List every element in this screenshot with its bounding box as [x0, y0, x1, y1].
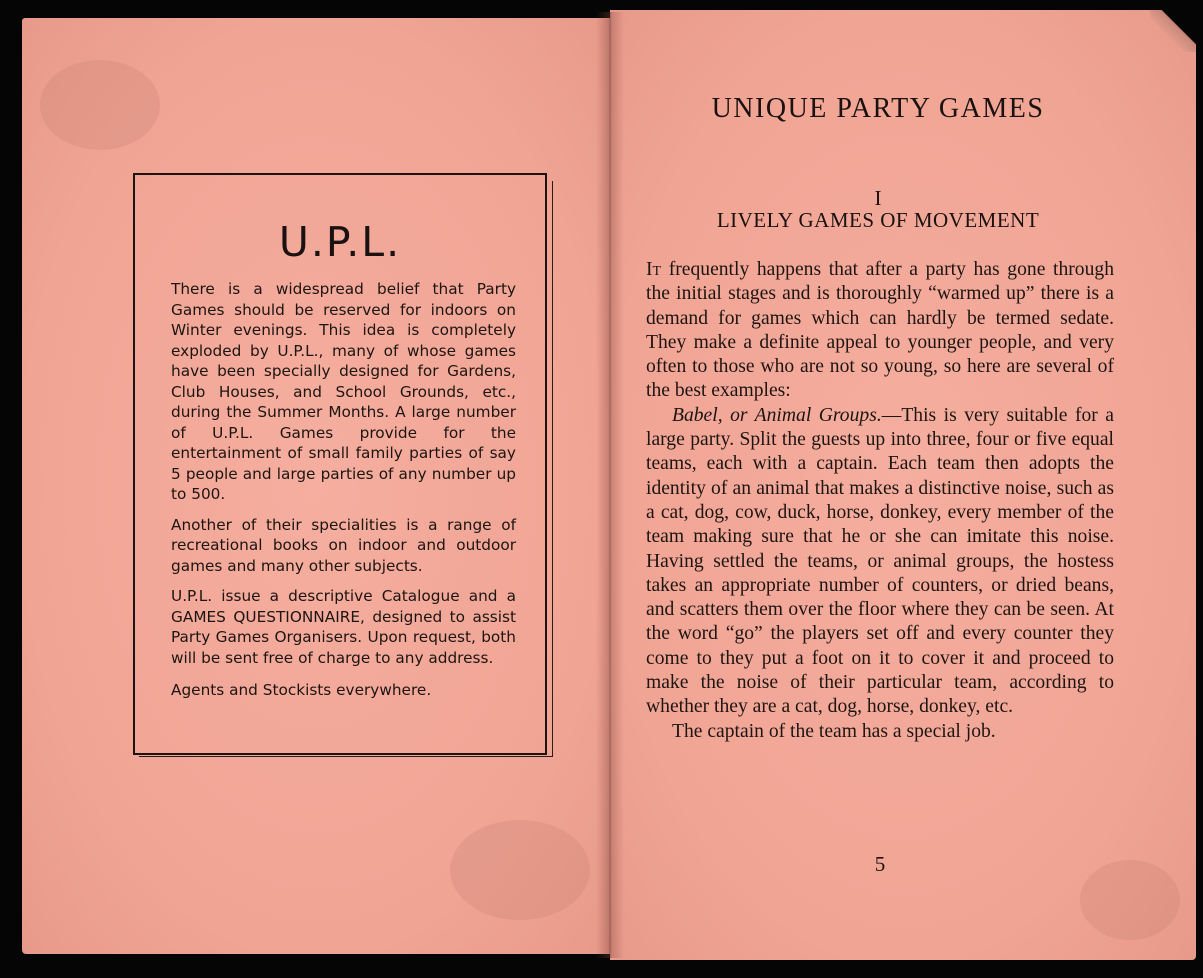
chapter-title: LIVELY GAMES OF MOVEMENT — [716, 208, 1040, 232]
ad-title: U.P.L. — [278, 218, 402, 266]
game-text: —This is very suitable for a large party. Split the guests up into three, four or five equal teams, each with a captain. Each team then adopts the identity of an animal that makes a distinctive noise, such as a cat, dog, cow, duck, horse, donkey, every member of the team making sure that he or she can imitate this noise. Having settled the teams, or animal groups, the hostess takes an appropriate number of counters, or dried beans, and scatters them over the floor where they can be seen. At the word “go” the players set off and every counter they come to they put a foot on it to cover it and proceed to make the noise of their particular team, according to whether they are a cat, dog, horse, donkey, etc. — [646, 404, 1114, 718]
intro-paragraph — [646, 258, 1114, 404]
chapter-number: I — [874, 186, 882, 210]
ad-paragraph: U.P.L. issue a descriptive Catalogue and a GAMES QUESTIONNAIRE, designed to assist Party Games Organisers. Upon request, both will be sent free of charge to any address. — [171, 587, 516, 667]
ad-body — [171, 279, 516, 711]
ad-paragraph: There is a widespread belief that Party Games should be reserved for indoors on Winter evenings. This idea is completely exploded by U.P.L., many of whose games have been specially designed for Gardens, Club Houses, and School Grounds, etc., during the Summer Months. A large number of U.P.L. Games provide for the entertainment of small family parties of say 5 people and large parties of any number up to 500. — [171, 280, 516, 503]
paper-stain — [40, 60, 160, 150]
page-number: 5 — [874, 852, 886, 876]
book-spine — [596, 12, 624, 958]
ad-paragraph: Another of their specialities is a range of recreational books on indoor and outdoor games and many other subjects. — [171, 515, 516, 575]
book-title: UNIQUE PARTY GAMES — [711, 93, 1045, 124]
last-line: The captain of the team has a special job. — [672, 720, 996, 742]
dog-ear-corner — [1150, 10, 1196, 52]
game-paragraph — [646, 404, 1114, 720]
intro-dropcap: It — [646, 259, 662, 280]
ad-paragraph: Agents and Stockists everywhere. — [171, 681, 432, 699]
body-text — [646, 258, 1114, 744]
paper-stain — [450, 820, 590, 920]
game-name: Babel, or Animal Groups. — [672, 404, 882, 426]
intro-text: frequently happens that after a party has gone through the initial stages and is thoroughly “warmed up” there is a demand for games which can hardly be termed sedate. They make a definite appeal to younger people, and very often to those who are not so young, so here are several of the best examples: — [646, 259, 1114, 402]
